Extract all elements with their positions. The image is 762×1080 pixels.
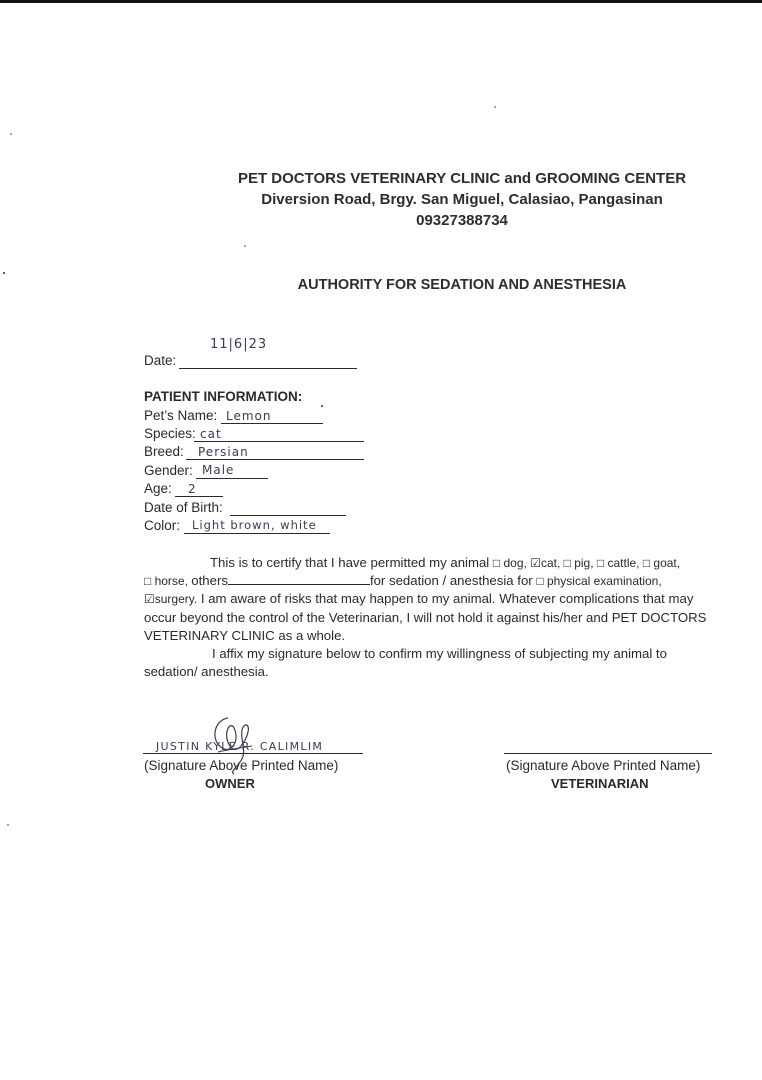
age-line: [175, 496, 223, 497]
owner-signature-caption: (Signature Above Printed Name): [144, 758, 339, 773]
clinic-name: PET DOCTORS VETERINARY CLINIC and GROOMING CENTER: [237, 170, 687, 187]
scan-speck: [10, 133, 12, 135]
pets-name-line: [221, 423, 323, 424]
owner-printed-name: JUSTIN KYLE R. CALIMLIM: [156, 740, 324, 753]
checkbox-horse: □ horse,: [144, 574, 192, 589]
gender-label: Gender:: [144, 463, 193, 478]
checkbox-pig: □ pig,: [563, 556, 597, 570]
breed-value: Persian: [198, 445, 249, 459]
date-value: 11|6|23: [210, 337, 268, 352]
breed-label: Breed:: [144, 444, 184, 459]
consent-paragraph: [144, 554, 732, 681]
checkbox-goat: □ goat,: [642, 556, 681, 570]
vet-signature-line: [504, 753, 712, 754]
pets-name-label: Pet’s Name:: [144, 408, 218, 423]
species-label: Species:: [144, 426, 196, 441]
checkbox-cat: ☑cat,: [530, 556, 564, 570]
scan-top-edge: [0, 0, 762, 3]
form-title: AUTHORITY FOR SEDATION AND ANESTHESIA: [297, 277, 627, 293]
others-label: others: [191, 573, 228, 589]
owner-role: OWNER: [205, 776, 255, 791]
color-label: Color:: [144, 518, 181, 533]
consent-line-5: VETERINARY CLINIC as a whole.: [144, 627, 346, 643]
scan-speck: [7, 824, 9, 826]
checkbox-cattle: □ cattle,: [596, 556, 643, 570]
vet-signature-caption: (Signature Above Printed Name): [506, 758, 701, 773]
gender-line: [196, 478, 268, 479]
owner-signature-line: [143, 753, 363, 754]
consent-line-4: occur beyond the control of the Veterinarian, I will not hold it against his/her and PET DOCTORS: [144, 609, 707, 625]
dob-line: [230, 515, 346, 516]
scan-speck: [321, 405, 323, 407]
breed-line: [186, 459, 364, 460]
species-line: [194, 441, 364, 442]
vet-role: VETERINARIAN: [551, 776, 649, 791]
gender-value: Male: [202, 463, 235, 477]
clinic-address: Diversion Road, Brgy. San Miguel, Calasiao, Pangasinan: [261, 191, 663, 208]
checkbox-surgery: ☑surgery.: [144, 592, 198, 607]
color-line: [184, 533, 330, 534]
date-line: [179, 368, 357, 369]
consent-line-6: I affix my signature below to confirm my willingness of subjecting my animal to: [212, 646, 667, 662]
patient-info-heading: PATIENT INFORMATION:: [144, 389, 303, 404]
clinic-phone: 09327388734: [416, 212, 508, 229]
dob-label: Date of Birth:: [144, 500, 223, 515]
consent-line-1: This is to certify that I have permitted my animal □ dog, ☑cat, □ pig, □ cattle, □ goat,: [210, 555, 681, 570]
consent-line-3: ☑surgery. I am aware of risks that may happen to my animal. Whatever complications that may: [144, 591, 694, 607]
color-value: Light brown, white: [192, 518, 317, 532]
scan-speck: [494, 106, 496, 108]
pets-name-value: Lemon: [226, 409, 272, 423]
others-line: [228, 572, 370, 585]
consent-line-2: □ horse, others for sedation / anesthesia for □ physical examination,: [144, 573, 662, 589]
date-label: Date:: [144, 353, 177, 368]
scan-speck: [3, 272, 5, 274]
checkbox-dog: □ dog,: [492, 556, 531, 570]
consent-line-7: sedation/ anesthesia.: [144, 664, 269, 680]
species-value: cat: [200, 427, 222, 441]
age-label: Age:: [144, 481, 172, 496]
age-value: 2: [188, 482, 197, 496]
scan-speck: [244, 245, 246, 247]
checkbox-physical-exam: □ physical examination,: [536, 574, 662, 589]
